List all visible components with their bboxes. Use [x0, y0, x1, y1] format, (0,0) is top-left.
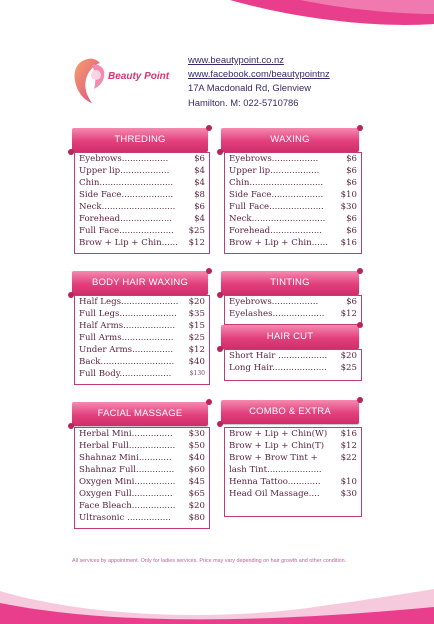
service-name: Oxygen Full...............	[79, 489, 173, 499]
price-row	[225, 225, 361, 237]
service-price: $6	[346, 226, 357, 236]
price-row	[75, 452, 209, 464]
service-price: $6	[346, 178, 357, 188]
service-name: Brow + Lip + Chin(T)	[229, 441, 325, 451]
combo-extra-list	[224, 427, 362, 517]
service-price: $130	[189, 370, 205, 377]
body-hair-waxing-items	[75, 296, 209, 380]
price-row	[75, 308, 209, 320]
service-name: Short Hair ..................	[229, 351, 328, 361]
service-name: Ultrasonic ................	[79, 513, 171, 523]
price-row	[75, 368, 209, 380]
service-price: $16	[340, 238, 357, 248]
tinting-title: TINTING	[270, 277, 310, 288]
price-row	[225, 362, 361, 374]
waxing-list	[224, 152, 362, 254]
service-name: Brow + Lip + Chin......	[79, 238, 179, 248]
service-price: $10	[340, 190, 357, 200]
brand-name: Beauty Point	[108, 71, 170, 82]
service-price: $25	[188, 333, 205, 343]
service-price: $12	[340, 309, 357, 319]
price-row	[75, 296, 209, 308]
service-price: $20	[188, 297, 205, 307]
hair-cut-header	[221, 325, 359, 349]
service-price: $25	[340, 363, 357, 373]
body-hair-waxing-list	[74, 295, 210, 385]
price-row	[225, 440, 361, 452]
price-row	[75, 500, 209, 512]
service-price	[357, 464, 361, 476]
price-row	[225, 177, 361, 189]
price-row	[75, 237, 209, 249]
service-name: Full Face....................	[79, 226, 174, 236]
service-price: $4	[194, 178, 205, 188]
service-name: Face Bleach................	[79, 501, 176, 511]
service-name: Shahnaz Mini............	[79, 453, 172, 463]
service-price: $20	[188, 501, 205, 511]
price-row	[75, 488, 209, 500]
tinting-items	[225, 296, 361, 320]
price-row	[75, 177, 209, 189]
body-hair-waxing-title: BODY HAIR WAXING	[91, 277, 189, 288]
service-price: $35	[188, 309, 205, 319]
service-name: Half Legs.....................	[79, 297, 179, 307]
price-row	[75, 165, 209, 177]
city-phone-text: Hamilton. M: 022-5710786	[188, 96, 299, 108]
facial-massage-items	[75, 428, 209, 524]
service-price: $4	[194, 166, 205, 176]
waxing-items	[225, 153, 361, 249]
service-name: Neck...........................	[229, 214, 326, 224]
footer-note: All services by appointment. Only for ladies services. Price may vary depending on hair growth and other condition.	[72, 558, 347, 564]
hair-cut-items	[225, 350, 361, 374]
service-name: Full Arms...................	[79, 333, 174, 343]
service-name: Full Legs.....................	[79, 309, 177, 319]
service-price: $6	[194, 154, 205, 164]
service-name: Forehead...................	[229, 226, 323, 236]
service-name: Full Face....................	[229, 202, 324, 212]
service-name: Eyebrows.................	[229, 154, 319, 164]
service-name: Under Arms...............	[79, 345, 174, 355]
service-price: $15	[188, 321, 205, 331]
service-name: Neck...........................	[79, 202, 176, 212]
price-row	[75, 476, 209, 488]
service-name: Chin...........................	[79, 178, 174, 188]
service-name: Brow + Lip + Chin(W)	[229, 429, 328, 439]
service-price: $6	[346, 166, 357, 176]
price-row	[225, 428, 361, 440]
price-row	[75, 153, 209, 165]
service-price: $6	[194, 202, 205, 212]
service-price: $6	[346, 297, 357, 307]
price-row	[225, 237, 361, 249]
service-name: Herbal Full.................	[79, 441, 176, 451]
price-row	[225, 464, 361, 476]
price-row	[75, 356, 209, 368]
service-name: Shahnaz Full..............	[79, 465, 175, 475]
service-price: $6	[346, 154, 357, 164]
service-price: $20	[340, 351, 357, 361]
service-price: $4	[194, 214, 205, 224]
facial-massage-list	[74, 427, 210, 529]
service-price: $12	[340, 441, 357, 451]
service-name: Side Face...................	[229, 190, 324, 200]
price-row	[225, 213, 361, 225]
service-price: $80	[188, 513, 205, 523]
price-row	[225, 488, 361, 500]
waxing-header	[221, 128, 359, 152]
top-swoosh-decoration	[0, 0, 434, 40]
service-price: $40	[188, 453, 205, 463]
threding-title: THREDING	[114, 134, 166, 145]
service-price: $25	[188, 226, 205, 236]
price-row	[225, 165, 361, 177]
facial-massage-header	[72, 402, 208, 426]
service-name: Side Face...................	[79, 190, 174, 200]
price-row	[225, 189, 361, 201]
price-row	[75, 440, 209, 452]
service-price: $12	[188, 345, 205, 355]
service-price: $10	[340, 477, 357, 487]
body-hair-waxing-header	[72, 271, 208, 295]
price-row	[75, 332, 209, 344]
service-name: Half Arms...................	[79, 321, 176, 331]
hair-cut-list	[224, 349, 362, 381]
service-name: Brow + Lip + Chin......	[229, 238, 329, 248]
service-name: Chin...........................	[229, 178, 324, 188]
service-name: Upper lip..................	[229, 166, 320, 176]
price-row	[75, 225, 209, 237]
price-row	[75, 428, 209, 440]
service-name: Long Hair....................	[229, 363, 327, 373]
price-row	[225, 308, 361, 320]
service-name: Forehead...................	[79, 214, 173, 224]
service-name: Head Oil Massage....	[229, 489, 320, 499]
combo-extra-header	[221, 400, 359, 424]
threding-header	[72, 128, 208, 152]
service-price: $22	[340, 453, 357, 463]
contact-block	[188, 53, 330, 110]
price-row	[75, 201, 209, 213]
price-row	[75, 320, 209, 332]
service-name: lash Tint....................	[229, 465, 322, 475]
price-row	[75, 344, 209, 356]
service-price: $40	[188, 357, 205, 367]
service-price: $16	[340, 429, 357, 439]
service-name: Oxygen Mini...............	[79, 477, 176, 487]
hair-cut-title: HAIR CUT	[266, 331, 314, 342]
service-price: $12	[188, 238, 205, 248]
service-name: Herbal Mini...............	[79, 429, 173, 439]
price-row	[225, 350, 361, 362]
price-row	[225, 452, 361, 464]
service-name: Brow + Brow Tint +	[229, 453, 318, 463]
waxing-title: WAXING	[270, 134, 310, 145]
facebook-link[interactable]: www.facebook.com/beautypointnz	[188, 68, 330, 80]
service-name: Upper lip..................	[79, 166, 170, 176]
service-price: $60	[188, 465, 205, 475]
service-name: Eyebrows.................	[79, 154, 169, 164]
service-price: $65	[188, 489, 205, 499]
threding-list	[74, 152, 210, 254]
facial-massage-title: FACIAL MASSAGE	[97, 408, 183, 419]
service-price: $50	[188, 441, 205, 451]
service-name: Eyelashes...................	[229, 309, 325, 319]
bottom-swoosh-decoration	[0, 585, 434, 624]
price-row	[75, 189, 209, 201]
tinting-list	[224, 295, 362, 325]
service-price: $30	[340, 489, 357, 499]
combo-extra-title: COMBO & EXTRA	[249, 406, 331, 417]
service-name: Back...........................	[79, 357, 175, 367]
price-row	[75, 512, 209, 524]
price-row	[225, 296, 361, 308]
tinting-header	[221, 271, 359, 295]
website-link[interactable]: www.beautypoint.co.nz	[188, 54, 284, 65]
threding-items	[75, 153, 209, 249]
price-row	[225, 153, 361, 165]
address-text: 17A Macdonald Rd, Glenview	[188, 82, 311, 94]
service-price: $45	[188, 477, 205, 487]
service-price: $30	[188, 429, 205, 439]
price-row	[75, 464, 209, 476]
price-row	[225, 201, 361, 213]
service-name: Eyebrows.................	[229, 297, 319, 307]
combo-extra-items	[225, 428, 361, 500]
service-name: Henna Tattoo............	[229, 477, 321, 487]
service-price: $8	[194, 190, 205, 200]
price-row	[225, 476, 361, 488]
service-name: Full Body...................	[79, 369, 172, 379]
price-row	[75, 213, 209, 225]
service-price: $30	[340, 202, 357, 212]
service-price: $6	[346, 214, 357, 224]
